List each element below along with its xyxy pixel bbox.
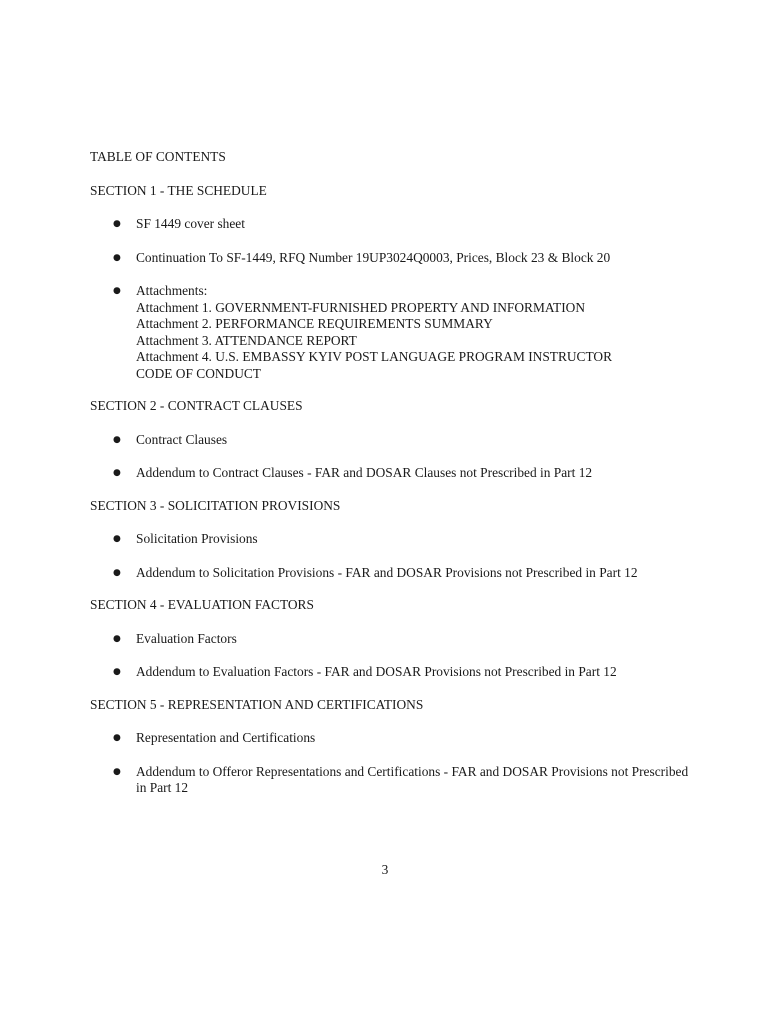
bullet-icon: ● bbox=[113, 219, 121, 229]
section-1-list bbox=[90, 216, 690, 382]
section-2-heading: SECTION 2 - CONTRACT CLAUSES bbox=[90, 398, 303, 413]
page-number: 3 bbox=[381, 862, 389, 877]
list-item-attachments bbox=[90, 283, 690, 382]
bullet-icon: ● bbox=[113, 468, 121, 478]
list-item-text: Contract Clauses bbox=[136, 431, 228, 447]
list-item bbox=[90, 250, 690, 267]
list-item bbox=[90, 664, 690, 681]
attachment-3: Attachment 3. ATTENDANCE REPORT bbox=[136, 332, 357, 348]
attachment-2: Attachment 2. PERFORMANCE REQUIREMENTS SUMMARY bbox=[136, 316, 493, 331]
list-item-text: Addendum to Evaluation Factors - FAR and DOSAR Provisions not Prescribed in Part 12 bbox=[136, 664, 617, 679]
list-item bbox=[90, 631, 690, 648]
bullet-icon: ● bbox=[113, 733, 121, 743]
section-5-list bbox=[90, 730, 690, 797]
list-item-text: Solicitation Provisions bbox=[136, 531, 258, 546]
attachment-1: Attachment 1. GOVERNMENT-FURNISHED PROPERTY AND INFORMATION bbox=[136, 299, 586, 315]
bullet-icon: ● bbox=[113, 567, 121, 578]
section-5-heading: SECTION 5 - REPRESENTATION AND CERTIFICATIONS bbox=[90, 696, 424, 712]
list-item bbox=[90, 730, 690, 747]
list-item bbox=[90, 432, 690, 449]
bullet-icon: ● bbox=[113, 766, 121, 777]
bullet-icon: ● bbox=[113, 534, 121, 544]
section-3-heading: SECTION 3 - SOLICITATION PROVISIONS bbox=[90, 497, 341, 513]
list-item bbox=[90, 465, 690, 482]
list-item-text: Addendum to Solicitation Provisions - FAR and DOSAR Provisions not Prescribed in Part 12 bbox=[136, 564, 638, 580]
list-item-text: Representation and Certifications bbox=[136, 730, 316, 745]
list-item-text: Evaluation Factors bbox=[136, 630, 237, 646]
bullet-icon: ● bbox=[113, 252, 121, 263]
bullet-icon: ● bbox=[113, 434, 121, 445]
section-4-heading: SECTION 4 - EVALUATION FACTORS bbox=[90, 597, 314, 612]
list-item-text: Attachments: bbox=[136, 283, 208, 298]
toc-title: TABLE OF CONTENTS bbox=[90, 149, 226, 164]
list-item-text: Addendum to Contract Clauses - FAR and DOSAR Clauses not Prescribed in Part 12 bbox=[136, 465, 593, 480]
bullet-icon: ● bbox=[113, 667, 121, 677]
attachment-4: Attachment 4. U.S. EMBASSY KYIV POST LANGUAGE PROGRAM INSTRUCTOR bbox=[136, 349, 613, 364]
section-2-list bbox=[90, 432, 690, 482]
bullet-icon: ● bbox=[113, 633, 121, 644]
list-item-text: Addendum to Offeror Representations and Certifications - FAR and DOSAR Provisions not Prescribed in Part 12 bbox=[136, 763, 689, 795]
list-item-text: Continuation To SF-1449, RFQ Number 19UP3024Q0003, Prices, Block 23 & Block 20 bbox=[136, 249, 611, 265]
list-item bbox=[90, 565, 690, 582]
list-item bbox=[90, 531, 690, 548]
attachment-4-continued: CODE OF CONDUCT bbox=[136, 365, 261, 381]
section-3-list bbox=[90, 531, 690, 581]
section-1-heading: SECTION 1 - THE SCHEDULE bbox=[90, 182, 267, 198]
list-item bbox=[90, 216, 690, 233]
document-page bbox=[90, 149, 690, 813]
section-4-list bbox=[90, 631, 690, 681]
bullet-icon: ● bbox=[113, 286, 121, 296]
list-item-text: SF 1449 cover sheet bbox=[136, 216, 245, 231]
list-item bbox=[90, 764, 690, 797]
